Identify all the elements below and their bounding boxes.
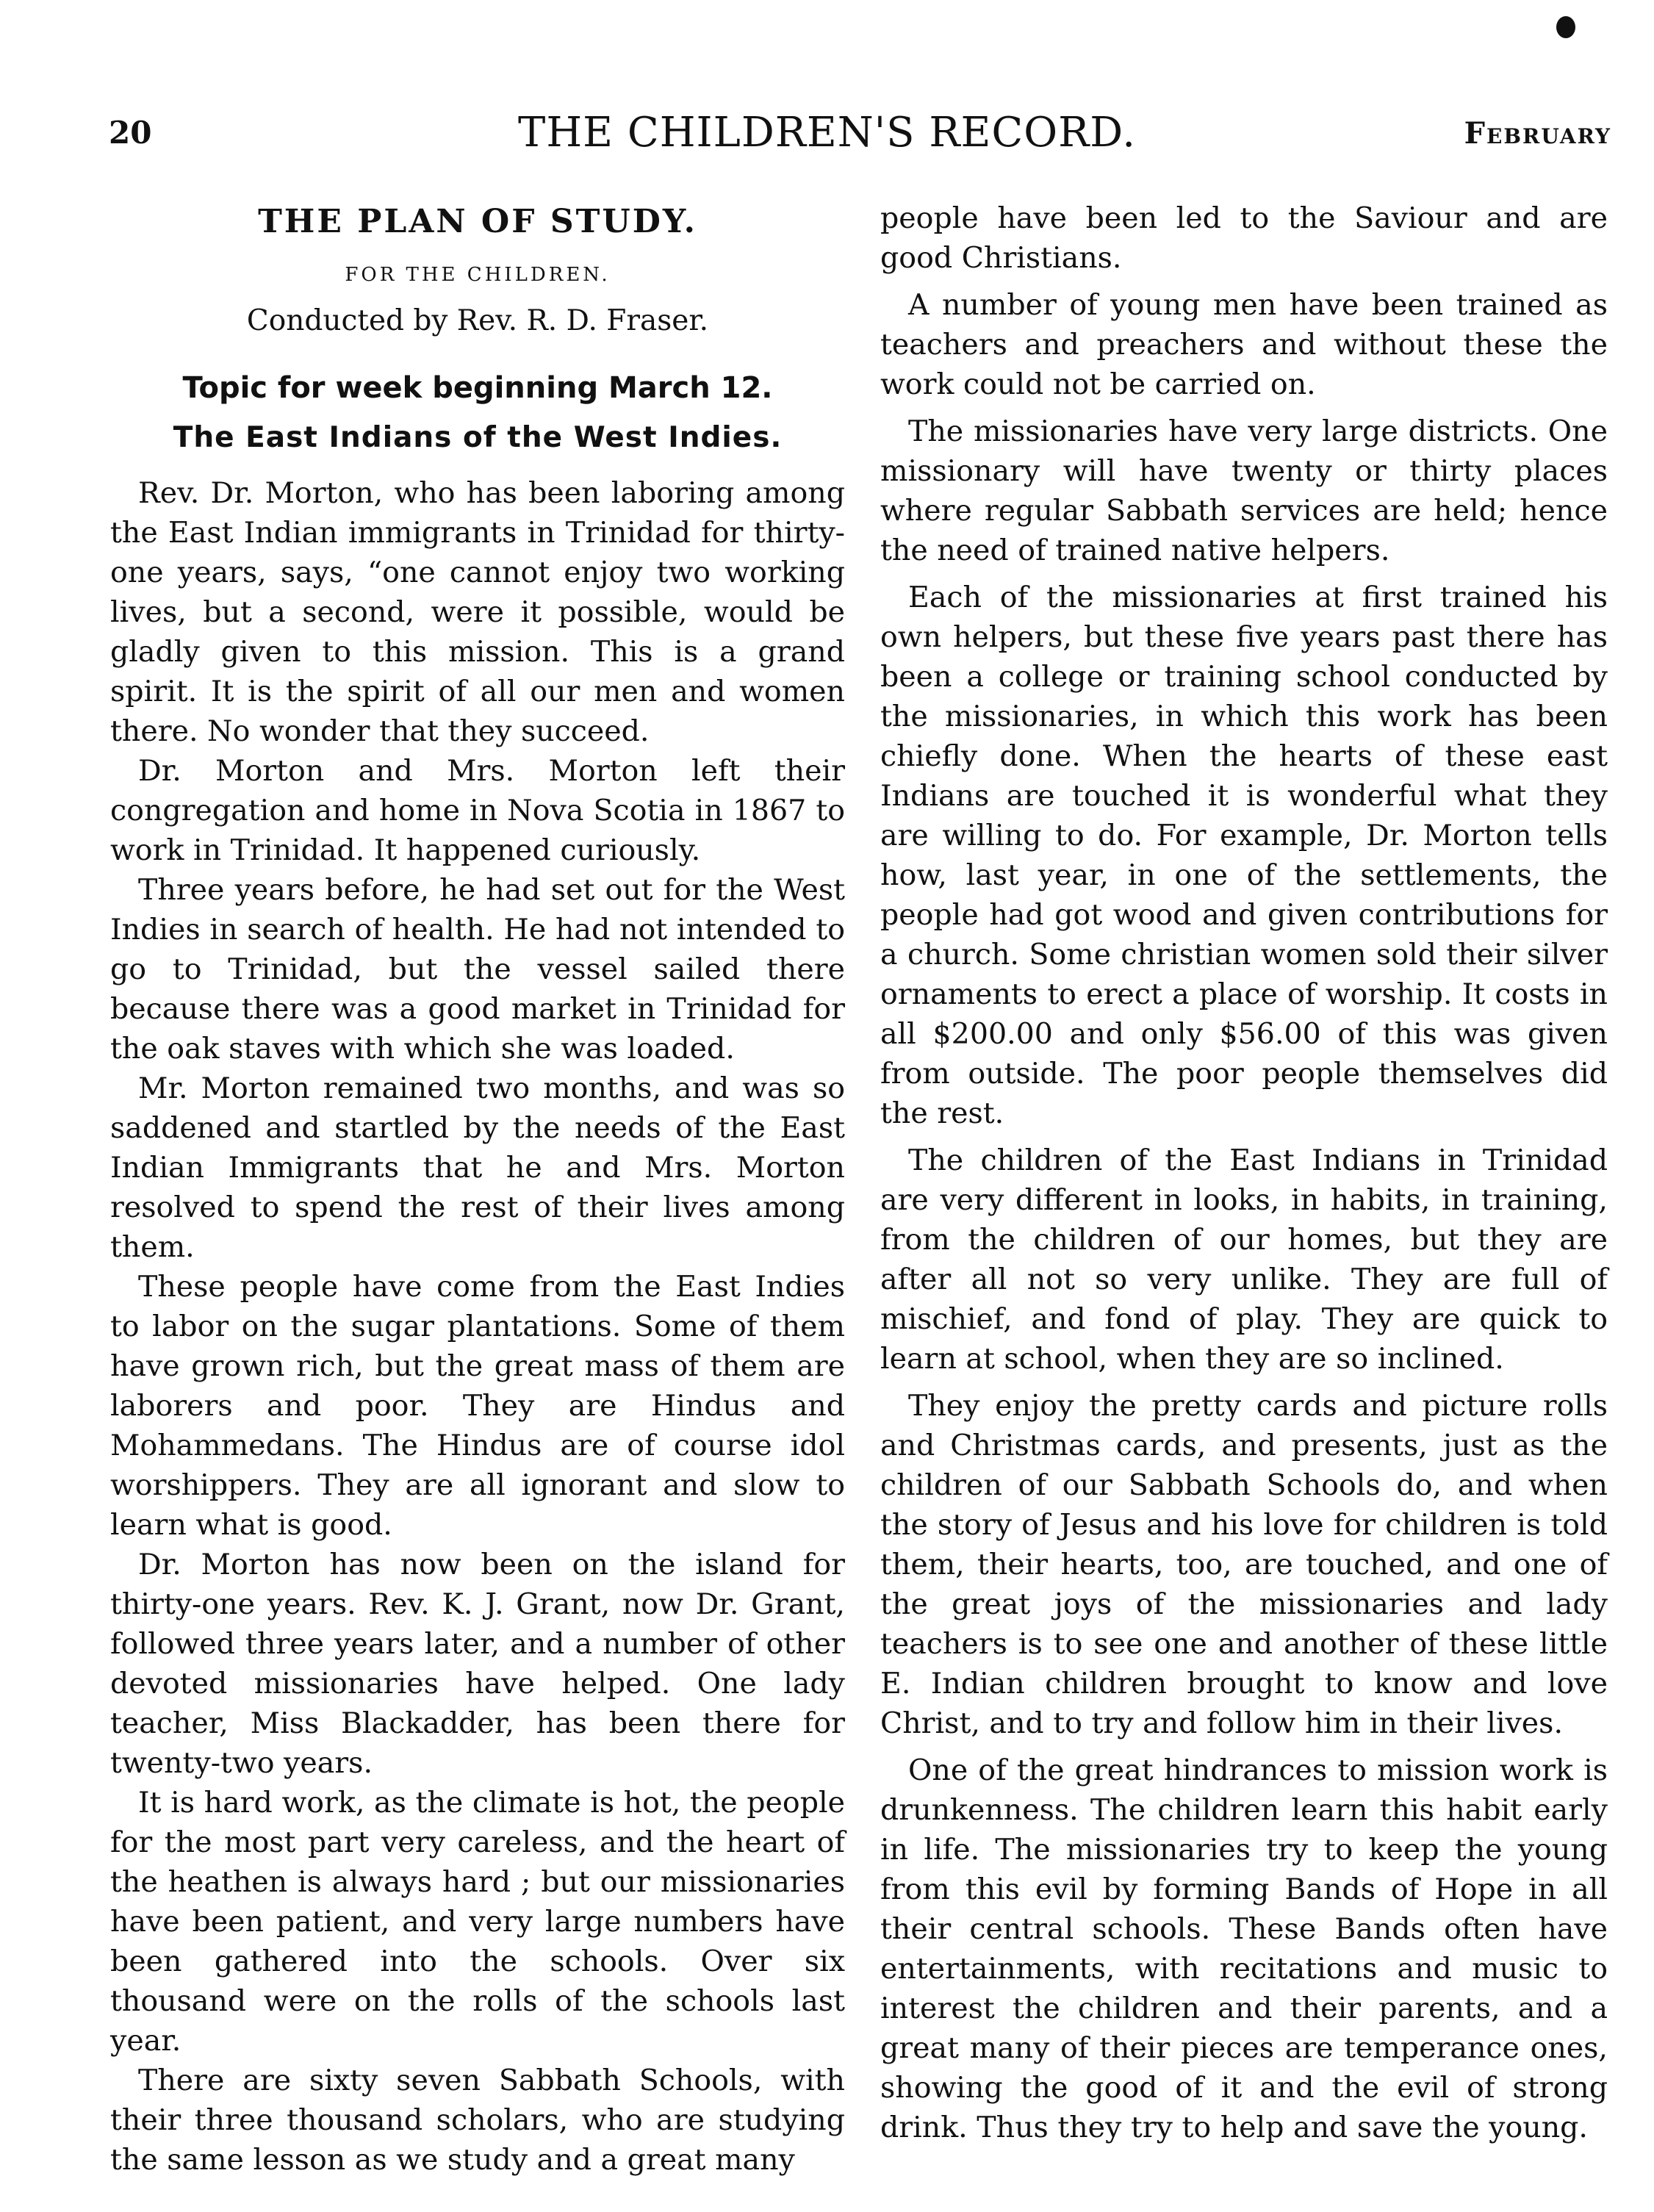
paragraph: It is hard work, as the climate is hot, the people for the most part very careless, and the heart of the heathen is always hard ; but our missionaries have been patient, and very large numbers have been gathered into the schools. Over six thousand were on the rolls of the schools last year. — [110, 1786, 845, 2058]
paragraph: One of the great hindrances to mission work is drunkenness. The children learn this habit early in life. The missionaries try to keep the young from this evil by forming Bands of Hope in all their central schools. These Bands often have entertainments, with recitations and music to interest the children and their parents, and a great many of their pieces are temperance ones, showing the good of it and the evil of strong drink. Thus they try to help and save the young. — [880, 1753, 1608, 2144]
paragraph: There are sixty seven Sabbath Schools, with their three thousand scholars, who are studying the same lesson as we study and a great many — [110, 2064, 845, 2177]
paragraph: These people have come from the East Indies to labor on the sugar plantations. Some of them have grown rich, but the great mass of them are laborers and poor. They are Hindus and Mohammedans. The Hindus are of course idol worshippers. They are all ignorant and slow to learn what is good. — [110, 1270, 845, 1542]
issue-month: February — [1464, 116, 1611, 151]
paragraph: A number of young men have been trained as teachers and preachers and without these the work could not be carried on. — [880, 288, 1608, 401]
conductor-line: Conducted by Rev. R. D. Fraser. — [246, 304, 709, 337]
journal-title: THE CHILDREN'S RECORD. — [517, 109, 1137, 157]
ink-dot — [1556, 16, 1575, 38]
page-number: 20 — [109, 115, 152, 151]
paragraph: Rev. Dr. Morton, who has been laboring among the East Indian immigrants in Trinidad for thirty-one years, says, “one cannot enjoy two working lives, but a second, were it possible, would be gladly given to this mission. This is a grand spirit. It is the spirit of all our men and women there. No wonder that they succeed. — [110, 476, 845, 748]
paragraph: Each of the missionaries at first trained his own helpers, but these five years past there has been a college or training school conducted by the missionaries, in which this work has been chiefly done. When the hearts of these east Indians are touched it is wonderful what they are willing to do. For example, Dr. Morton tells how, last year, in one of the settlements, the people had got wood and given contributions for a church. Some christian women sold their silver ornaments to erect a place of worship. It costs in all $200.00 and only $56.00 of this was given from outside. The poor people themselves did the rest. — [880, 581, 1608, 1130]
topic-heading: Topic for week beginning March 12. — [182, 371, 773, 405]
right-column — [880, 198, 1608, 2147]
paragraph-continued: people have been led to the Saviour and are good Christians. — [880, 201, 1608, 275]
paragraph: Dr. Morton and Mrs. Morton left their congregation and home in Nova Scotia in 1867 to work in Trinidad. It happened curiously. — [110, 754, 845, 867]
paragraph: The children of the East Indians in Trinidad are very different in looks, in habits, in training, from the children of our homes, but they are after all not so very unlike. They are full of mischief, and fond of play. They are quick to learn at school, when they are so inclined. — [880, 1143, 1608, 1376]
section-subtitle: FOR THE CHILDREN. — [345, 264, 611, 286]
paragraph: The missionaries have very large districts. One missionary will have twenty or thirty places where regular Sabbath services are held; hence the need of trained native helpers. — [880, 414, 1608, 567]
paragraph: Three years before, he had set out for the West Indies in search of health. He had not intended to go to Trinidad, but the vessel sailed there because there was a good market in Trinidad for the oak staves with which she was loaded. — [110, 873, 845, 1066]
topic-subject: The East Indians of the West Indies. — [173, 421, 783, 454]
paragraph: Mr. Morton remained two months, and was so saddened and startled by the needs of the East Indian Immigrants that he and Mrs. Morton resolved to spend the rest of their lives among them. — [110, 1071, 845, 1264]
section-title: THE PLAN OF STUDY. — [258, 203, 697, 240]
page-header — [0, 109, 1654, 168]
paragraph: Dr. Morton has now been on the island for thirty-one years. Rev. K. J. Grant, now Dr. Grant, followed three years later, and a number of other devoted missionaries have helped. One lady teacher, Miss Blackadder, has been there for twenty-two years. — [110, 1548, 845, 1780]
left-column — [110, 198, 845, 2180]
paragraph: They enjoy the pretty cards and picture rolls and Christmas cards, and presents, just as the children of our Sabbath Schools do, and when the story of Jesus and his love for children is told them, their hearts, too, are touched, and one of the great joys of the missionaries and lady teachers is to see one and another of these little E. Indian children brought to know and love Christ, and to try and follow him in their lives. — [880, 1389, 1608, 1740]
